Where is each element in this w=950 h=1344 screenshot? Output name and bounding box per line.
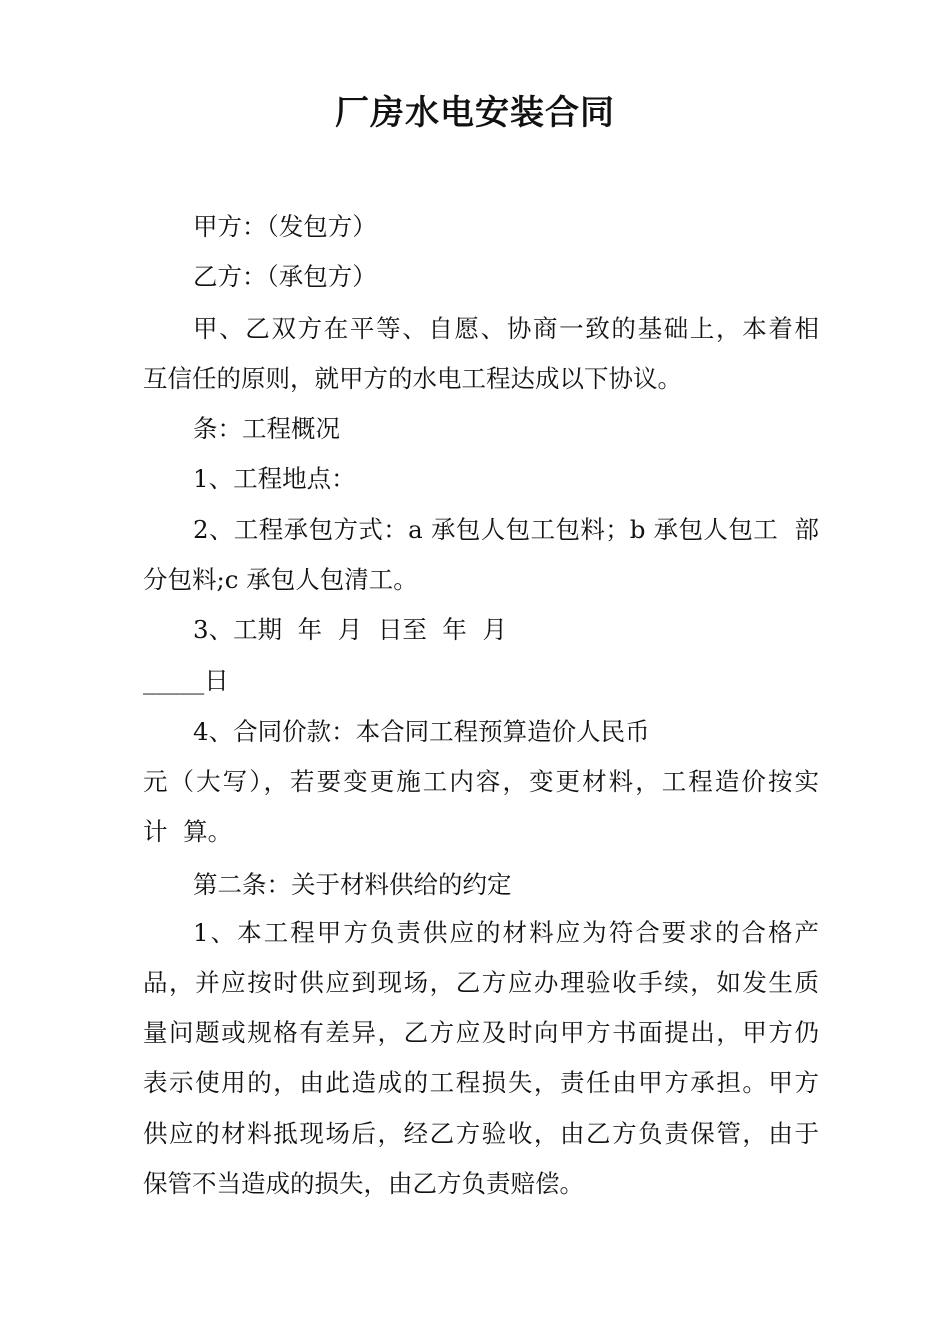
article-1-heading: 条：工程概况 <box>193 414 340 443</box>
clause-1-4-line-3: 计 算。 <box>143 817 233 846</box>
party-b-line: 乙方：（承包方） <box>193 262 377 291</box>
preamble-line-1: 甲、乙双方在平等、自愿、协商一致的基础上，本着相 <box>193 314 819 343</box>
clause-1-2-line-2: 分包料;c 承包人包清工。 <box>143 565 418 594</box>
clause-1-2-line-1: 2、工程承包方式：a 承包人包工包料；b 承包人包工 部 <box>193 515 819 544</box>
clause-2-1-line-3: 量问题或规格有差异，乙方应及时向甲方书面提出，甲方仍 <box>143 1018 819 1047</box>
clause-2-1-line-4: 表示使用的，由此造成的工程损失，责任由甲方承担。甲方 <box>143 1068 819 1097</box>
clause-1-1: 1、工程地点： <box>193 464 356 493</box>
clause-1-4-line-1: 4、合同价款：本合同工程预算造价人民币 <box>193 717 650 746</box>
document-title: 厂房水电安装合同 <box>335 93 615 133</box>
party-a-line: 甲方：（发包方） <box>193 212 377 241</box>
preamble-line-2: 互信任的原则，就甲方的水电工程达成以下协议。 <box>143 364 682 393</box>
clause-1-3-line-2: _____日 <box>143 666 229 695</box>
clause-1-4-line-2: 元（大写），若要变更施工内容，变更材料，工程造价按实 <box>143 767 819 796</box>
clause-2-1-line-2: 品，并应按时供应到现场，乙方应办理验收手续，如发生质 <box>143 968 819 997</box>
clause-2-1-line-5: 供应的材料抵现场后，经乙方验收，由乙方负责保管，由于 <box>143 1119 819 1148</box>
clause-2-1-line-6: 保管不当造成的损失，由乙方负责赔偿。 <box>143 1169 584 1198</box>
clause-2-1-line-1: 1、本工程甲方负责供应的材料应为符合要求的合格产 <box>193 918 819 947</box>
clause-1-3-line-1: 3、工期 年 月 日至 年 月 <box>193 615 507 644</box>
article-2-heading: 第二条：关于材料供给的约定 <box>193 870 512 899</box>
